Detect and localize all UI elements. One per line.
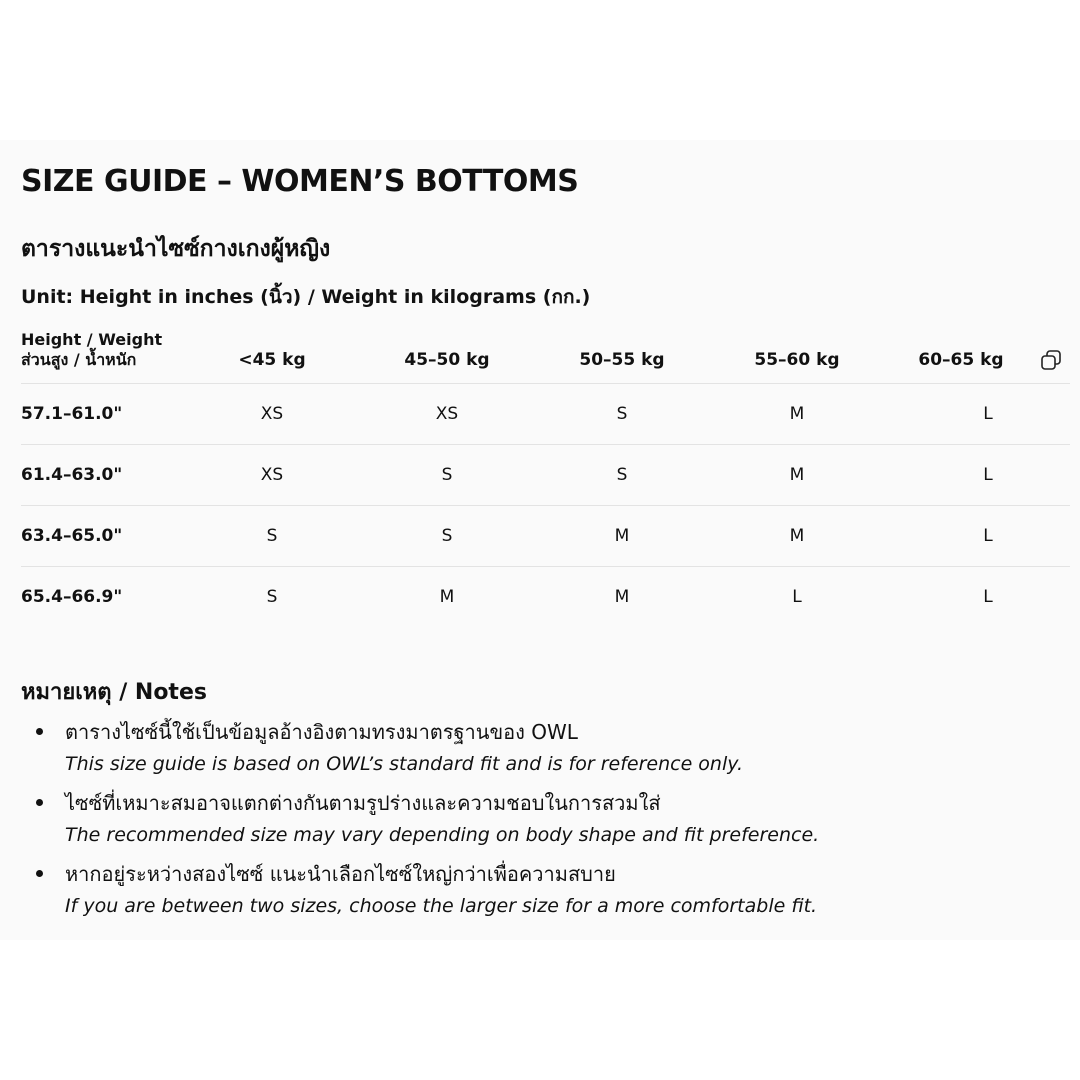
copy-icon[interactable] — [1040, 349, 1062, 371]
row-height-label: 61.4–63.0" — [21, 465, 123, 485]
size-cell: M — [614, 526, 630, 546]
row-divider — [21, 444, 1070, 445]
note-english-text: If you are between two sizes, choose the larger size for a more comfortable fit. — [65, 895, 818, 917]
size-cell: M — [439, 587, 455, 607]
unit-description: Unit: Height in inches (นิ้ว) / Weight in kilograms (กก.) — [21, 286, 591, 308]
column-header: 45–50 kg — [404, 350, 490, 370]
notes-heading: หมายเหตุ / Notes — [21, 680, 207, 705]
header-divider — [21, 383, 1070, 384]
size-cell: L — [983, 526, 993, 546]
header-label-th: ส่วนสูง / น้ำหนัก — [21, 350, 137, 369]
bullet-icon — [36, 728, 43, 735]
note-english-text: This size guide is based on OWL’s standard fit and is for reference only. — [65, 753, 744, 775]
row-height-label: 63.4–65.0" — [21, 526, 123, 546]
row-height-label: 57.1–61.0" — [21, 404, 123, 424]
size-cell: XS — [260, 404, 284, 424]
size-cell: S — [616, 465, 628, 485]
size-cell: M — [789, 465, 805, 485]
size-cell: XS — [435, 404, 459, 424]
row-divider — [21, 505, 1070, 506]
size-cell: XS — [260, 465, 284, 485]
size-cell: M — [789, 526, 805, 546]
size-cell: S — [266, 587, 278, 607]
bullet-icon — [36, 799, 43, 806]
bullet-icon — [36, 870, 43, 877]
header-label-en: Height / Weight — [21, 330, 163, 349]
note-thai-text: ตารางไซซ์นี้ใช้เป็นข้อมูลอ้างอิงตามทรงมาตรฐานของ OWL — [65, 720, 578, 744]
size-cell: L — [792, 587, 802, 607]
size-cell: S — [266, 526, 278, 546]
size-cell: L — [983, 587, 993, 607]
column-header: 60–65 kg — [918, 350, 1004, 370]
size-cell: M — [614, 587, 630, 607]
size-cell: S — [441, 465, 453, 485]
note-thai-text: ไซซ์ที่เหมาะสมอาจแตกต่างกันตามรูปร่างและความชอบในการสวมใส่ — [65, 791, 661, 815]
column-header: <45 kg — [238, 350, 306, 370]
thai-subtitle: ตารางแนะนำไซซ์กางเกงผู้หญิง — [21, 236, 331, 262]
row-height-label: 65.4–66.9" — [21, 587, 123, 607]
column-header: 55–60 kg — [754, 350, 840, 370]
size-cell: L — [983, 465, 993, 485]
note-thai-text: หากอยู่ระหว่างสองไซซ์ แนะนำเลือกไซซ์ใหญ่กว่าเพื่อความสบาย — [65, 862, 616, 886]
column-header: 50–55 kg — [579, 350, 665, 370]
note-english-text: The recommended size may vary depending on body shape and fit preference. — [65, 824, 820, 846]
table-corner-header — [21, 330, 162, 370]
page-title: SIZE GUIDE – WOMEN’S BOTTOMS — [21, 164, 579, 199]
size-cell: S — [441, 526, 453, 546]
size-cell: S — [616, 404, 628, 424]
size-cell: M — [789, 404, 805, 424]
size-cell: L — [983, 404, 993, 424]
row-divider — [21, 566, 1070, 567]
